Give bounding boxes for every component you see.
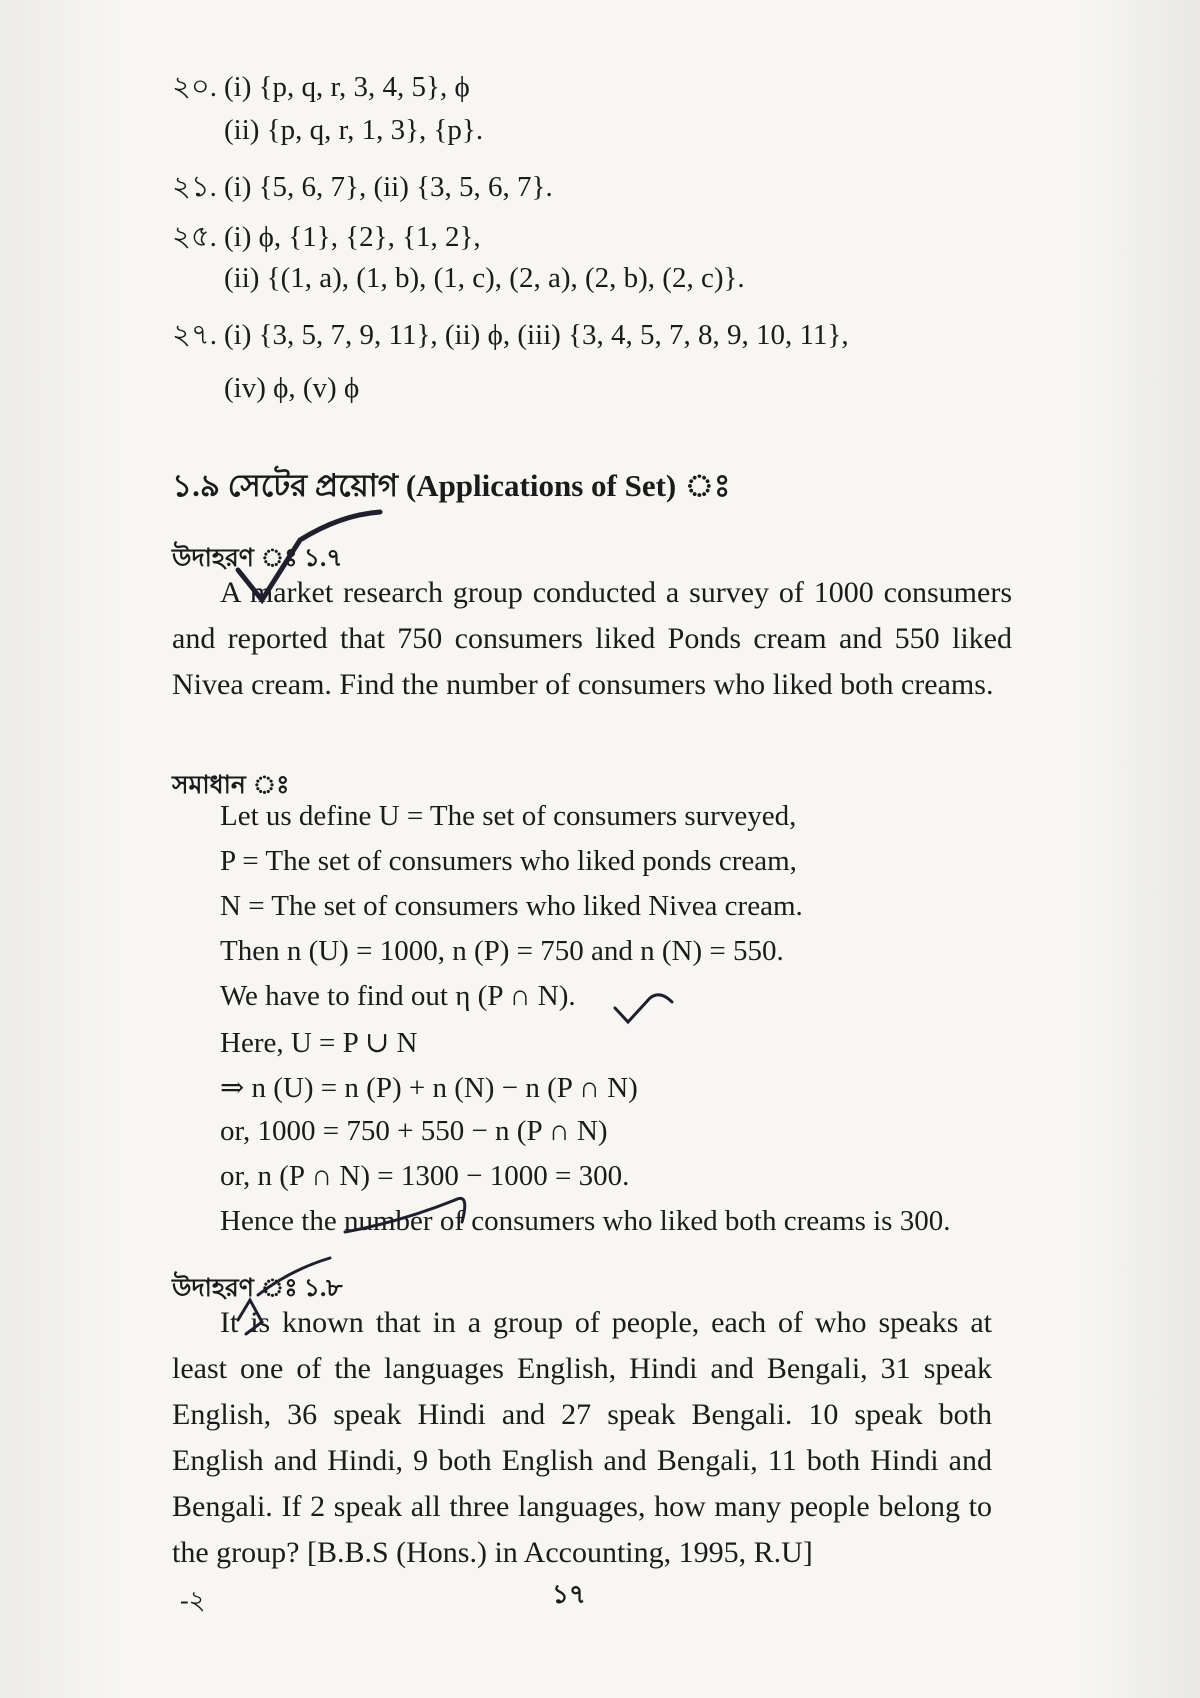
example-1-7-text: A market research group conducted a survey of 1000 consumers and reported that 750 consumers liked Ponds cream and 550 liked Nivea cream. Find the number of consumers who liked both creams.	[172, 576, 1012, 701]
answer-27-line-2	[224, 372, 359, 405]
example-1-8-text: It is known that in a group of people, each of who speaks at least one of the languages English, Hindi and Bengali, 31 speak English, 36 speak Hindi and 27 speak Bengali. 10 speak both English and Hindi, 9 both English and Bengali, 11 both Hindi and Bengali. If 2 speak all three languages, how many people belong to the group? [B.B.S (Hons.) in Accounting, 1995, R.U]	[172, 1306, 992, 1569]
page-number: ১৭	[552, 1580, 586, 1609]
solution-line-7: ⇒ n (U) = n (P) + n (N) − n (P ∩ N)	[220, 1072, 638, 1104]
answer-27-line-1	[172, 312, 849, 361]
section-title-en: (Applications of Set)	[405, 468, 677, 503]
example-1-8-label: উদাহরণ ঃ ১.৮	[172, 1275, 343, 1302]
answer-text: (i) ϕ, {1}, {2}, {1, 2},	[224, 221, 481, 253]
solution-line-9: or, n (P ∩ N) = 1300 − 1000 = 300.	[220, 1160, 630, 1192]
solution-line-1: Let us define U = The set of consumers surveyed,	[220, 800, 797, 832]
answer-text: (ii) {p, q, r, 1, 3}, {p}.	[224, 114, 484, 146]
answer-number: ২৭.	[172, 319, 217, 351]
section-title-bn: সেটের প্রয়োগ	[227, 468, 399, 503]
answer-text: (i) {3, 5, 7, 9, 11}, (ii) ϕ, (iii) {3, 4, 5, 7, 8, 9, 10, 11},	[224, 319, 849, 351]
answer-21-line-1	[172, 164, 553, 213]
answer-25-line-1	[172, 214, 481, 263]
solution-line-8: or, 1000 = 750 + 550 − n (P ∩ N)	[220, 1115, 608, 1147]
answer-number: ২৫.	[172, 221, 217, 253]
solution-line-3: N = The set of consumers who liked Nivea cream.	[220, 890, 803, 922]
example-1-7-label: উদাহরণ ঃ ১.৭	[172, 545, 343, 572]
answer-20-line-2	[224, 114, 483, 147]
footer-left: -২	[180, 1586, 206, 1615]
section-heading	[172, 462, 730, 514]
solution-label: সমাধান ঃ	[172, 772, 290, 799]
answer-text: (ii) {(1, a), (1, b), (1, c), (2, a), (2, b), (2, c)}.	[224, 262, 745, 294]
answer-25-line-2	[224, 262, 745, 295]
solution-line-4: Then n (U) = 1000, n (P) = 750 and n (N) = 550.	[220, 935, 784, 967]
answer-number: ২০.	[172, 71, 217, 103]
solution-line-6: Here, U = P ∪ N	[220, 1027, 418, 1059]
answer-text: (i) {5, 6, 7}, (ii) {3, 5, 6, 7}.	[224, 171, 553, 203]
answer-number: ২১.	[172, 171, 217, 203]
answer-text: (i) {p, q, r, 3, 4, 5}, ϕ	[224, 71, 470, 103]
solution-line-5: We have to find out η (P ∩ N).	[220, 980, 576, 1012]
tick-mark-icon	[615, 995, 672, 1022]
solution-line-2: P = The set of consumers who liked ponds cream,	[220, 845, 797, 877]
answer-20-line-1	[172, 64, 470, 113]
section-number: ১.৯	[172, 468, 220, 503]
answer-text: (iv) ϕ, (v) ϕ	[224, 372, 360, 404]
solution-line-10: Hence the number of consumers who liked both creams is 300.	[220, 1205, 951, 1237]
